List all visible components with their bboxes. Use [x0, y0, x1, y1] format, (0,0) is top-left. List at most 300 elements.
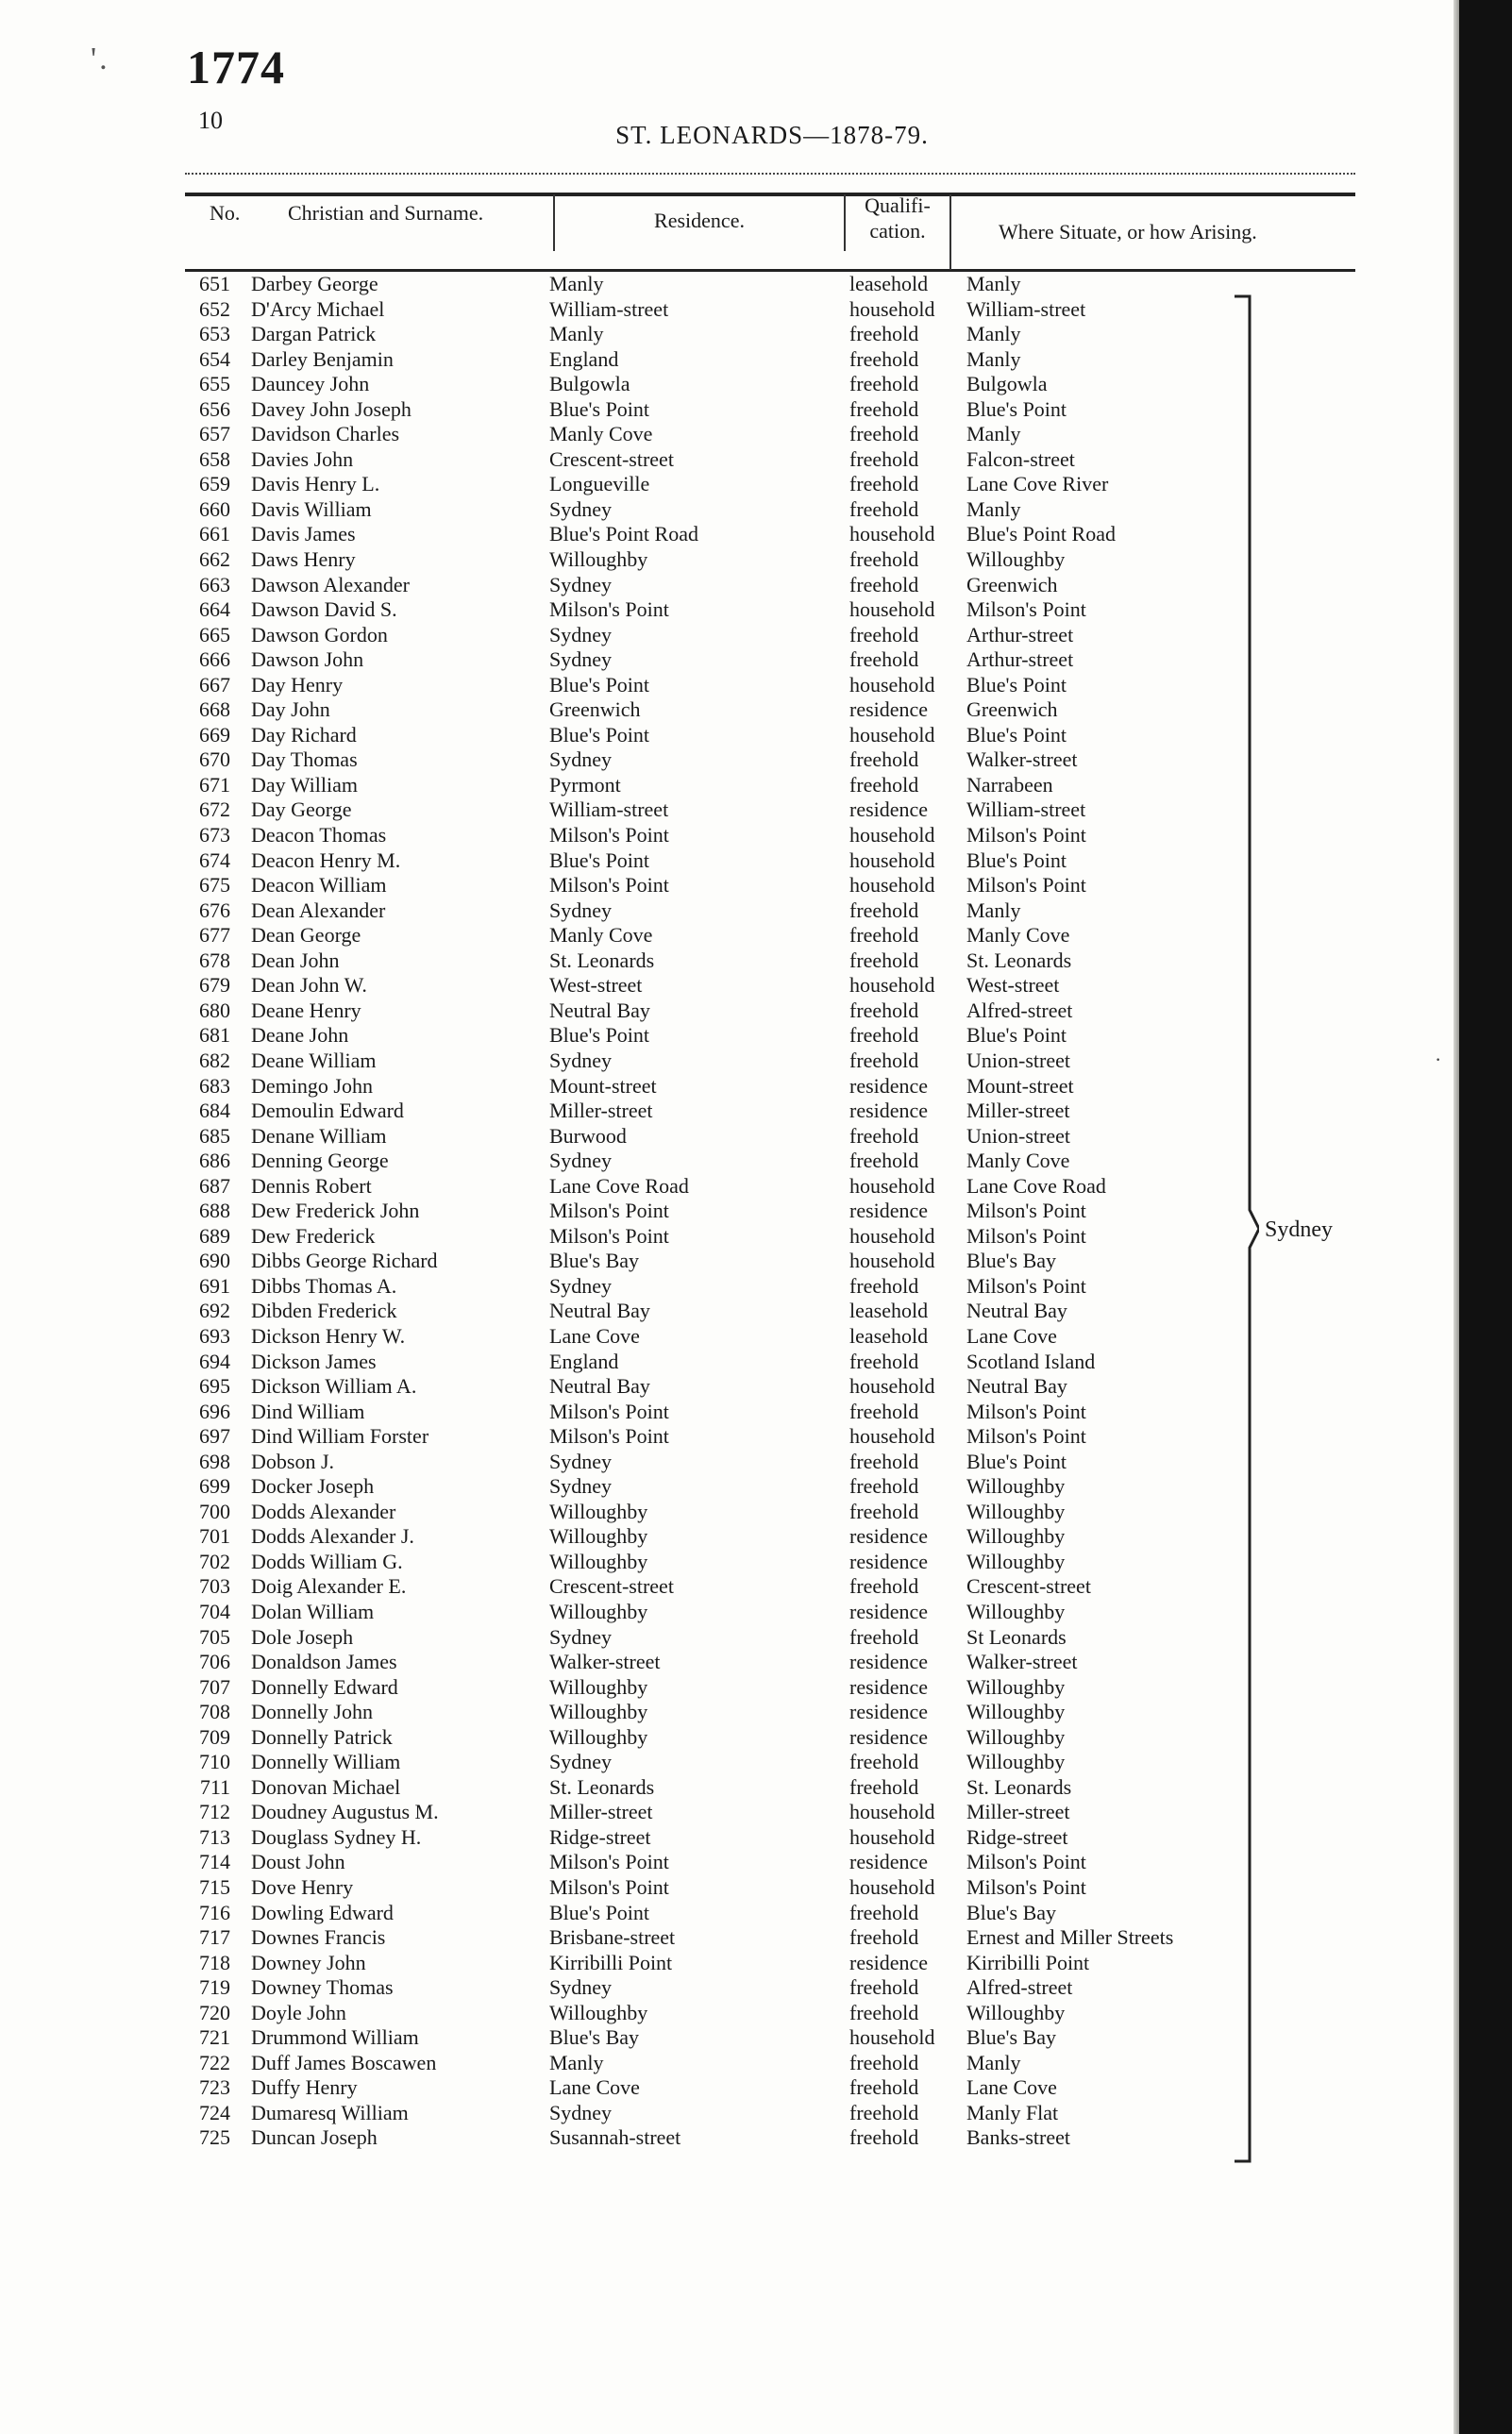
entry-name: Dennis Robert	[251, 1173, 372, 1198]
entry-name: Demingo John	[251, 1073, 373, 1098]
entry-name: Day John	[251, 697, 330, 722]
entry-qualification: residence	[849, 1199, 929, 1223]
entry-residence: William-street	[549, 296, 669, 321]
entry-residence: Miller-street	[549, 1099, 653, 1123]
entry-qualification: leasehold	[849, 1299, 929, 1323]
entry-qualification: freehold	[849, 1399, 919, 1423]
entry-where-situate: Union-street	[966, 1123, 1070, 1148]
entry-number: 693	[199, 1323, 230, 1348]
entry-where-situate: Ernest and Miller Streets	[966, 1925, 1174, 1950]
entry-where-situate: Willoughby	[966, 1499, 1066, 1523]
entry-name: Donnelly Patrick	[251, 1724, 393, 1749]
entry-where-situate: Walker-street	[966, 747, 1078, 772]
entry-number: 692	[199, 1299, 230, 1323]
entry-number: 653	[199, 322, 230, 346]
entry-residence: Sydney	[549, 1149, 612, 1173]
entry-name: Davis William	[251, 496, 372, 521]
entry-qualification: freehold	[849, 422, 919, 446]
entry-number: 654	[199, 346, 230, 371]
entry-where-situate: Bulgowla	[966, 372, 1048, 396]
corner-mark: '.	[91, 42, 110, 76]
entry-where-situate: Manly Cove	[966, 1149, 1070, 1173]
entry-number: 661	[199, 522, 230, 546]
entry-residence: Manly Cove	[549, 923, 653, 948]
entry-residence: Milson's Point	[549, 1199, 669, 1223]
column-header-name: Christian and Surname.	[288, 201, 484, 225]
entry-qualification: freehold	[849, 547, 919, 572]
entry-number: 675	[199, 873, 230, 898]
page-edge	[1453, 0, 1459, 2434]
entry-number: 665	[199, 622, 230, 646]
entry-where-situate: Milson's Point	[966, 873, 1086, 898]
entry-where-situate: Kirribilli Point	[966, 1950, 1090, 1974]
entry-qualification: freehold	[849, 2075, 919, 2100]
entry-name: Deane William	[251, 1048, 377, 1072]
entry-qualification: freehold	[849, 372, 919, 396]
entry-residence: Sydney	[549, 1273, 612, 1298]
entry-where-situate: Scotland Island	[966, 1349, 1096, 1373]
entry-qualification: household	[849, 522, 935, 546]
entry-number: 721	[199, 2025, 230, 2050]
entry-qualification: freehold	[849, 2125, 919, 2150]
entry-number: 716	[199, 1900, 230, 1924]
entry-name: Darley Benjamin	[251, 346, 394, 371]
entry-where-situate: Blue's Point	[966, 848, 1067, 872]
entry-number: 658	[199, 446, 230, 471]
entry-where-situate: Blue's Point	[966, 722, 1067, 747]
entry-residence: Blue's Bay	[549, 1249, 640, 1273]
entry-where-situate: Lane Cove	[966, 1323, 1057, 1348]
entry-residence: Willoughby	[549, 1724, 648, 1749]
entry-where-situate: Manly Cove	[966, 923, 1070, 948]
entry-name: Dole Joseph	[251, 1624, 354, 1649]
entry-residence: Bulgowla	[549, 372, 630, 396]
entry-where-situate: Milson's Point	[966, 1223, 1086, 1248]
entry-qualification: residence	[849, 1549, 929, 1573]
entry-number: 701	[199, 1524, 230, 1549]
entry-number: 657	[199, 422, 230, 446]
entry-residence: Sydney	[549, 647, 612, 672]
entry-where-situate: Blue's Bay	[966, 1249, 1057, 1273]
entry-number: 656	[199, 396, 230, 421]
entry-qualification: freehold	[849, 472, 919, 496]
entry-where-situate: Milson's Point	[966, 1273, 1086, 1298]
entry-where-situate: Milson's Point	[966, 1850, 1086, 1874]
entry-name: Dodds William G.	[251, 1549, 403, 1573]
entry-where-situate: Manly	[966, 898, 1021, 922]
entry-name: Darbey George	[251, 272, 378, 295]
entry-where-situate: Lane Cove River	[966, 472, 1109, 496]
entry-qualification: residence	[849, 1073, 929, 1098]
entry-qualification: residence	[849, 797, 929, 822]
entry-qualification: freehold	[849, 1023, 919, 1048]
entry-number: 709	[199, 1724, 230, 1749]
entry-qualification: freehold	[849, 1273, 919, 1298]
entry-where-situate: Milson's Point	[966, 1199, 1086, 1223]
entry-qualification: residence	[849, 1099, 929, 1123]
entry-residence: Manly Cove	[549, 422, 653, 446]
entry-name: Dodds Alexander J.	[251, 1524, 414, 1549]
entry-name: Donnelly Edward	[251, 1674, 398, 1699]
entry-name: Dawson John	[251, 647, 364, 672]
register-number: 1774	[187, 41, 285, 93]
entry-where-situate: Neutral Bay	[966, 1374, 1067, 1399]
entry-number: 669	[199, 722, 230, 747]
entry-residence: Sydney	[549, 1975, 612, 2000]
entry-where-situate: Willoughby	[966, 1524, 1066, 1549]
entry-name: Downey Thomas	[251, 1975, 394, 2000]
entry-residence: Blue's Point	[549, 722, 650, 747]
column-header-no: No.	[210, 201, 241, 225]
entry-where-situate: Arthur-street	[966, 622, 1074, 646]
entry-number: 719	[199, 1975, 230, 2000]
entry-name: Dargan Patrick	[251, 322, 377, 346]
entry-name: Day Henry	[251, 672, 344, 697]
top-rule	[185, 173, 1355, 175]
entry-where-situate: Banks-street	[966, 2125, 1070, 2150]
entry-name: Demoulin Edward	[251, 1099, 404, 1123]
entry-where-situate: Neutral Bay	[966, 1299, 1067, 1323]
entry-name: Dickson Henry W.	[251, 1323, 406, 1348]
running-title: ST. LEONARDS—1878-79.	[615, 121, 929, 149]
entry-name: Denane William	[251, 1123, 387, 1148]
entry-residence: Susannah-street	[549, 2125, 681, 2150]
entry-residence: Willoughby	[549, 1524, 648, 1549]
entry-where-situate: Mount-street	[966, 1073, 1074, 1098]
entry-residence: Sydney	[549, 2100, 612, 2124]
entry-qualification: freehold	[849, 622, 919, 646]
entry-qualification: freehold	[849, 1975, 919, 2000]
entry-qualification: residence	[849, 1850, 929, 1874]
entry-qualification: freehold	[849, 446, 919, 471]
entry-number: 672	[199, 797, 230, 822]
entry-qualification: household	[849, 1800, 935, 1824]
entry-name: Day George	[251, 797, 352, 822]
entry-where-situate: West-street	[966, 973, 1060, 998]
entry-number: 651	[199, 272, 230, 295]
entry-number: 718	[199, 1950, 230, 1974]
column-header-where: Where Situate, or how Arising.	[999, 220, 1257, 243]
entry-number: 667	[199, 672, 230, 697]
entry-qualification: freehold	[849, 2100, 919, 2124]
entry-where-situate: William-street	[966, 797, 1086, 822]
entry-residence: Milson's Point	[549, 873, 669, 898]
entry-where-situate: Willoughby	[966, 1750, 1066, 1774]
entry-name: Dawson David S.	[251, 597, 397, 622]
entry-residence: Sydney	[549, 496, 612, 521]
entry-number: 724	[199, 2100, 230, 2124]
entry-qualification: freehold	[849, 1900, 919, 1924]
entry-where-situate: William-street	[966, 296, 1086, 321]
entry-qualification: freehold	[849, 396, 919, 421]
entry-residence: Milson's Point	[549, 1875, 669, 1899]
entry-number: 662	[199, 547, 230, 572]
entry-qualification: freehold	[849, 1149, 919, 1173]
entry-name: Deane John	[251, 1023, 349, 1048]
entry-where-situate: Manly	[966, 422, 1021, 446]
entry-where-situate: Milson's Point	[966, 1875, 1086, 1899]
entry-residence: Neutral Bay	[549, 998, 650, 1022]
entry-where-situate: Blue's Point	[966, 1023, 1067, 1048]
entry-name: Drummond William	[251, 2025, 419, 2050]
entry-residence: Blue's Bay	[549, 2025, 640, 2050]
entry-number: 703	[199, 1574, 230, 1599]
entry-name: Dean John W.	[251, 973, 367, 998]
entry-where-situate: Willoughby	[966, 1599, 1066, 1623]
entry-qualification: freehold	[849, 772, 919, 797]
entry-where-situate: Ridge-street	[966, 1824, 1068, 1849]
entry-where-situate: Blue's Bay	[966, 1900, 1057, 1924]
entry-number: 688	[199, 1199, 230, 1223]
entry-where-situate: Miller-street	[966, 1800, 1070, 1824]
entry-residence: Sydney	[549, 1750, 612, 1774]
entry-where-situate: Willoughby	[966, 1724, 1066, 1749]
entry-qualification: household	[849, 1824, 935, 1849]
entry-residence: Sydney	[549, 1624, 612, 1649]
entry-residence: St. Leonards	[549, 1774, 655, 1799]
entry-number: 712	[199, 1800, 230, 1824]
header-rule-top	[185, 193, 1355, 196]
entry-number: 687	[199, 1173, 230, 1198]
entry-where-situate: Manly	[966, 272, 1021, 295]
entry-name: Dew Frederick	[251, 1223, 376, 1248]
entry-qualification: residence	[849, 1950, 929, 1974]
entry-name: Davey John Joseph	[251, 396, 412, 421]
entry-where-situate: Willoughby	[966, 1700, 1066, 1724]
entry-name: Dind William Forster	[251, 1424, 429, 1449]
entry-name: Day Richard	[251, 722, 357, 747]
entry-name: Deane Henry	[251, 998, 361, 1022]
entry-where-situate: Milson's Point	[966, 597, 1086, 622]
entry-residence: Milson's Point	[549, 1424, 669, 1449]
entry-number: 697	[199, 1424, 230, 1449]
entry-residence: Crescent-street	[549, 1574, 674, 1599]
entry-name: Dibden Frederick	[251, 1299, 397, 1323]
entry-qualification: freehold	[849, 1774, 919, 1799]
entry-where-situate: Blue's Point Road	[966, 522, 1116, 546]
entry-name: Denning George	[251, 1149, 389, 1173]
entry-residence: Kirribilli Point	[549, 1950, 673, 1974]
entry-residence: Manly	[549, 322, 604, 346]
entry-name: Dodds Alexander	[251, 1499, 396, 1523]
entry-qualification: residence	[849, 1700, 929, 1724]
entry-qualification: household	[849, 597, 935, 622]
entry-qualification: freehold	[849, 923, 919, 948]
entry-residence: Miller-street	[549, 1800, 653, 1824]
column-header-qualification: Qualifi- cation.	[865, 193, 931, 243]
entry-qualification: leasehold	[849, 1323, 929, 1348]
entry-where-situate: Blue's Point	[966, 1449, 1067, 1473]
entry-qualification: freehold	[849, 1574, 919, 1599]
district-label: Sydney	[1265, 1217, 1333, 1242]
entry-name: Doudney Augustus M.	[251, 1800, 439, 1824]
entry-where-situate: Milson's Point	[966, 1424, 1086, 1449]
entry-qualification: residence	[849, 1650, 929, 1674]
entry-qualification: freehold	[849, 346, 919, 371]
entry-qualification: residence	[849, 1674, 929, 1699]
entry-number: 652	[199, 296, 230, 321]
entry-number: 698	[199, 1449, 230, 1473]
entry-residence: Blue's Point	[549, 672, 650, 697]
entry-name: Davidson Charles	[251, 422, 400, 446]
entry-name: Dind William	[251, 1399, 365, 1423]
entry-name: Dibbs George Richard	[251, 1249, 438, 1273]
entry-number: 671	[199, 772, 230, 797]
entry-where-situate: Alfred-street	[966, 1975, 1073, 2000]
entry-name: Duncan Joseph	[251, 2125, 378, 2150]
entry-qualification: freehold	[849, 1750, 919, 1774]
entry-number: 666	[199, 647, 230, 672]
entry-name: Downes Francis	[251, 1925, 386, 1950]
entry-where-situate: Milson's Point	[966, 1399, 1086, 1423]
entry-name: Donnelly William	[251, 1750, 401, 1774]
entry-qualification: freehold	[849, 496, 919, 521]
entry-number: 681	[199, 1023, 230, 1048]
entry-qualification: household	[849, 1249, 935, 1273]
entry-number: 678	[199, 948, 230, 972]
entry-qualification: freehold	[849, 998, 919, 1022]
entry-name: Dickson William A.	[251, 1374, 417, 1399]
entry-name: Doig Alexander E.	[251, 1574, 407, 1599]
entry-number: 704	[199, 1599, 230, 1623]
entry-residence: Longueville	[549, 472, 650, 496]
entry-name: Doust John	[251, 1850, 345, 1874]
entry-number: 677	[199, 923, 230, 948]
entry-residence: Willoughby	[549, 1549, 648, 1573]
entry-name: D'Arcy Michael	[251, 296, 385, 321]
entry-qualification: household	[849, 1374, 935, 1399]
entry-residence: Milson's Point	[549, 597, 669, 622]
entry-residence: Pyrmont	[549, 772, 621, 797]
entry-qualification: freehold	[849, 1349, 919, 1373]
entry-number: 683	[199, 1073, 230, 1098]
entry-where-situate: Manly	[966, 496, 1021, 521]
entry-residence: Willoughby	[549, 1674, 648, 1699]
entry-number: 700	[199, 1499, 230, 1523]
entry-residence: Blue's Point	[549, 1023, 650, 1048]
entry-where-situate: St Leonards	[966, 1624, 1067, 1649]
entry-residence: Brisbane-street	[549, 1925, 676, 1950]
entry-number: 670	[199, 747, 230, 772]
entry-name: Dove Henry	[251, 1875, 354, 1899]
page-number: 10	[198, 107, 223, 134]
entry-number: 694	[199, 1349, 230, 1373]
entry-number: 702	[199, 1549, 230, 1573]
entry-name: Deacon Thomas	[251, 823, 387, 848]
entry-where-situate: Lane Cove	[966, 2075, 1057, 2100]
entry-residence: Willoughby	[549, 1499, 648, 1523]
entry-qualification: household	[849, 848, 935, 872]
entry-residence: Blue's Point	[549, 396, 650, 421]
entry-name: Duffy Henry	[251, 2075, 358, 2100]
entry-qualification: freehold	[849, 1048, 919, 1072]
entry-where-situate: Willoughby	[966, 1474, 1066, 1499]
entry-name: Dibbs Thomas A.	[251, 1273, 397, 1298]
entry-qualification: household	[849, 2025, 935, 2050]
entry-residence: West-street	[549, 973, 643, 998]
entry-name: Dickson James	[251, 1349, 377, 1373]
entry-qualification: freehold	[849, 647, 919, 672]
entry-qualification: freehold	[849, 1925, 919, 1950]
entry-residence: Greenwich	[549, 697, 641, 722]
entry-residence: Neutral Bay	[549, 1299, 650, 1323]
entry-where-situate: Union-street	[966, 1048, 1070, 1072]
entry-number: 668	[199, 697, 230, 722]
entry-where-situate: Falcon-street	[966, 446, 1075, 471]
entry-qualification: household	[849, 1875, 935, 1899]
entry-where-situate: Willoughby	[966, 2000, 1066, 2024]
entry-qualification: household	[849, 873, 935, 898]
entry-residence: Blue's Point	[549, 848, 650, 872]
entry-residence: Sydney	[549, 747, 612, 772]
entry-number: 664	[199, 597, 230, 622]
entry-qualification: leasehold	[849, 272, 929, 295]
entry-where-situate: Greenwich	[966, 697, 1058, 722]
entry-residence: Sydney	[549, 898, 612, 922]
entry-qualification: freehold	[849, 1624, 919, 1649]
entry-qualification: freehold	[849, 322, 919, 346]
entry-residence: Crescent-street	[549, 446, 674, 471]
entry-where-situate: Narrabeen	[966, 772, 1053, 797]
entry-number: 695	[199, 1374, 230, 1399]
entry-number: 715	[199, 1875, 230, 1899]
entry-where-situate: Walker-street	[966, 1650, 1078, 1674]
entry-number: 723	[199, 2075, 230, 2100]
entry-qualification: household	[849, 296, 935, 321]
entry-where-situate: Blue's Point	[966, 672, 1067, 697]
entry-residence: Manly	[549, 272, 604, 295]
entry-residence: Mount-street	[549, 1073, 657, 1098]
entry-residence: Milson's Point	[549, 823, 669, 848]
entry-residence: Sydney	[549, 1474, 612, 1499]
entry-residence: England	[549, 346, 619, 371]
entry-residence: Manly	[549, 2050, 604, 2074]
entry-residence: Walker-street	[549, 1650, 661, 1674]
entry-qualification: household	[849, 722, 935, 747]
entry-residence: England	[549, 1349, 619, 1373]
entry-number: 696	[199, 1399, 230, 1423]
entry-where-situate: Willoughby	[966, 1549, 1066, 1573]
entry-number: 686	[199, 1149, 230, 1173]
entry-number: 659	[199, 472, 230, 496]
entry-number: 684	[199, 1099, 230, 1123]
entry-name: Dumaresq William	[251, 2100, 409, 2124]
entry-where-situate: Lane Cove Road	[966, 1173, 1106, 1198]
entry-name: Davis Henry L.	[251, 472, 380, 496]
entry-name: Deacon William	[251, 873, 387, 898]
entry-name: Donnelly John	[251, 1700, 373, 1724]
entry-residence: Lane Cove	[549, 1323, 640, 1348]
entry-name: Douglass Sydney H.	[251, 1824, 422, 1849]
entry-number: 691	[199, 1273, 230, 1298]
entry-where-situate: Blue's Bay	[966, 2025, 1057, 2050]
entry-name: Dew Frederick John	[251, 1199, 420, 1223]
entry-qualification: freehold	[849, 1499, 919, 1523]
entry-qualification: household	[849, 1173, 935, 1198]
entry-number: 663	[199, 572, 230, 596]
entry-residence: Burwood	[549, 1123, 627, 1148]
entry-residence: Blue's Point	[549, 1900, 650, 1924]
entry-name: Donaldson James	[251, 1650, 397, 1674]
entry-number: 674	[199, 848, 230, 872]
entry-qualification: household	[849, 672, 935, 697]
entry-number: 720	[199, 2000, 230, 2024]
entry-qualification: household	[849, 1424, 935, 1449]
entry-qualification: residence	[849, 1724, 929, 1749]
entry-number: 714	[199, 1850, 230, 1874]
entry-name: Dawson Gordon	[251, 622, 388, 646]
entry-name: Donovan Michael	[251, 1774, 401, 1799]
